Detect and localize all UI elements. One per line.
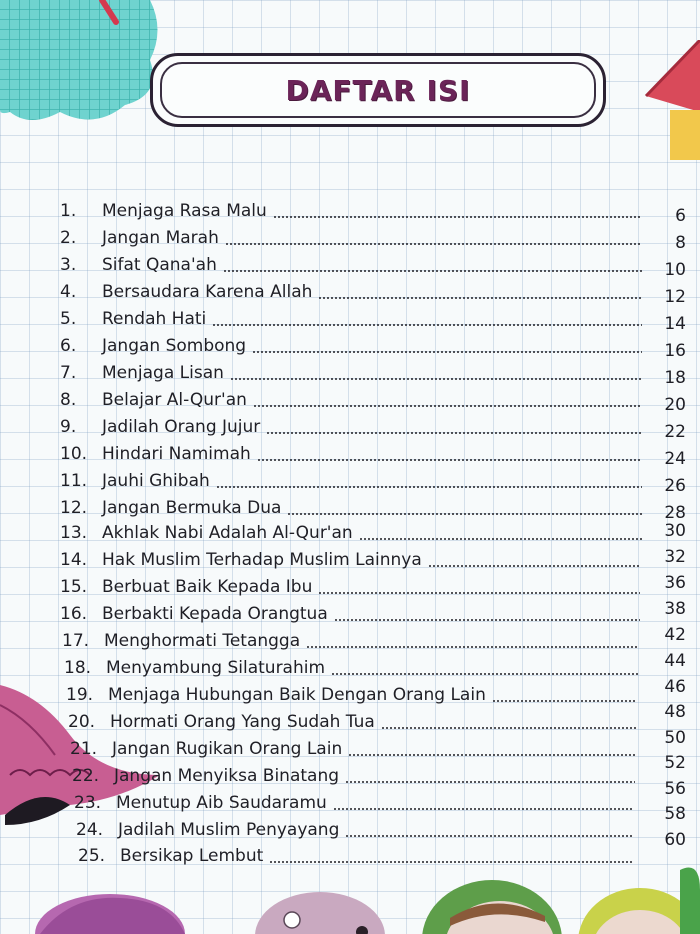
toc-leader-dots (225, 242, 642, 246)
toc-page-number: 38 (664, 599, 686, 619)
toc-page-number: 12 (664, 287, 686, 307)
toc-number: 1. (60, 201, 77, 221)
toc-leader-dots (269, 860, 632, 864)
toc-title: Rendah Hati (102, 309, 207, 329)
toc-entry[interactable] (60, 254, 686, 280)
toc-page-number: 8 (675, 233, 686, 253)
toc-leader-dots (348, 753, 636, 757)
toc-entry[interactable] (60, 497, 686, 523)
toc-leader-dots (223, 269, 642, 273)
toc-page-number: 22 (664, 422, 686, 442)
toc-title: Sifat Qana'ah (102, 255, 217, 275)
toc-leader-dots (306, 645, 638, 649)
toc-entry[interactable] (60, 522, 686, 544)
toc-entry[interactable] (60, 335, 686, 361)
toc-leader-dots (359, 537, 642, 541)
toc-leader-dots (253, 404, 642, 408)
toc-title: Menjaga Hubungan Baik Dengan Orang Lain (108, 685, 486, 705)
toc-leader-dots (345, 834, 634, 838)
toc-number: 14. (60, 550, 88, 570)
toc-entry[interactable] (72, 753, 686, 787)
toc-entry[interactable] (60, 599, 686, 625)
toc-title: Jangan Menyiksa Binatang (114, 766, 340, 786)
toc-title: Jadilah Orang Jujur (102, 417, 261, 437)
toc-title: Hak Muslim Terhadap Muslim Lainnya (102, 550, 422, 570)
toc-number: 11. (60, 471, 88, 491)
toc-leader-dots (216, 485, 642, 489)
toc-leader-dots (287, 512, 642, 516)
toc-page-number: 44 (664, 651, 686, 671)
toc-entry[interactable] (74, 779, 686, 814)
toc-title: Menjaga Lisan (102, 363, 224, 383)
toc-page-number: 20 (664, 395, 686, 415)
toc-entry[interactable] (76, 804, 686, 841)
toc-number: 13. (60, 523, 88, 543)
toc-entry[interactable] (60, 443, 686, 469)
toc-title: Jangan Bermuka Dua (102, 498, 282, 518)
toc-title: Hindari Namimah (102, 444, 251, 464)
toc-leader-dots (318, 296, 642, 300)
toc-entry[interactable] (60, 227, 686, 253)
toc-number: 3. (60, 255, 77, 275)
toc-entry[interactable] (68, 702, 686, 733)
toc-page-number: 14 (664, 314, 686, 334)
toc-number: 22. (72, 766, 100, 786)
toc-number: 6. (60, 336, 77, 356)
toc-page-number: 48 (664, 702, 686, 722)
toc-title: Menyambung Silaturahim (106, 658, 326, 678)
toc-page-number: 10 (664, 260, 686, 280)
toc-entry[interactable] (64, 651, 686, 679)
toc-entry[interactable] (60, 573, 686, 598)
toc-title: Menutup Aib Saudaramu (116, 793, 327, 813)
toc-number: 20. (68, 712, 96, 732)
toc-leader-dots (428, 564, 640, 568)
toc-leader-dots (212, 323, 642, 327)
toc-leader-dots (252, 350, 642, 354)
toc-number: 2. (60, 228, 77, 248)
toc-entry[interactable] (70, 728, 686, 760)
toc-number: 9. (60, 417, 77, 437)
toc-number: 4. (60, 282, 77, 302)
toc-title: Jangan Sombong (102, 336, 247, 356)
toc-number: 15. (60, 577, 88, 597)
toc-entry[interactable] (60, 362, 686, 388)
toc-leader-dots (345, 780, 635, 784)
toc-leader-dots (333, 807, 634, 811)
toc-number: 16. (60, 604, 88, 624)
toc-page-number: 60 (664, 830, 686, 850)
toc-title: Menghormati Tetangga (104, 631, 301, 651)
toc-page-number: 28 (664, 503, 686, 523)
toc-entry[interactable] (66, 677, 686, 706)
toc-number: 8. (60, 390, 77, 410)
toc-page-number: 18 (664, 368, 686, 388)
toc-entry[interactable] (60, 416, 686, 442)
toc-number: 24. (76, 820, 104, 840)
toc-page-number: 30 (664, 521, 686, 541)
toc-leader-dots (331, 672, 638, 676)
toc-title: Hormati Orang Yang Sudah Tua (110, 712, 375, 732)
toc-leader-dots (230, 377, 642, 381)
toc-page-number: 52 (664, 753, 686, 773)
toc-entry[interactable] (60, 281, 686, 307)
toc-entry[interactable] (60, 200, 686, 226)
toc-page-number: 36 (664, 573, 686, 593)
toc-title: Jangan Rugikan Orang Lain (112, 739, 343, 759)
toc-number: 5. (60, 309, 77, 329)
toc-leader-dots (334, 618, 640, 622)
toc-entry[interactable] (60, 308, 686, 334)
toc-title: Berbuat Baik Kepada Ibu (102, 577, 313, 597)
toc-leader-dots (318, 591, 640, 595)
toc-page-number: 56 (664, 779, 686, 799)
toc-title: Akhlak Nabi Adalah Al-Qur'an (102, 523, 353, 543)
toc-number: 19. (66, 685, 94, 705)
toc-page-number: 58 (664, 804, 686, 824)
toc-number: 17. (62, 631, 90, 651)
toc-entry[interactable] (60, 470, 686, 496)
toc-page-number: 50 (664, 728, 686, 748)
toc-number: 25. (78, 846, 106, 866)
toc-number: 12. (60, 498, 88, 518)
toc-page-number: 6 (675, 206, 686, 226)
toc-number: 7. (60, 363, 77, 383)
toc-page-number: 24 (664, 449, 686, 469)
toc-page-number: 46 (664, 677, 686, 697)
toc-entry[interactable] (62, 625, 686, 652)
toc-page-number: 16 (664, 341, 686, 361)
toc-leader-dots (273, 215, 642, 219)
toc-entry[interactable] (60, 389, 686, 415)
toc-number: 18. (64, 658, 92, 678)
toc-title: Jadilah Muslim Penyayang (118, 820, 340, 840)
toc-title: Jangan Marah (102, 228, 219, 248)
toc-leader-dots (492, 699, 636, 703)
toc-leader-dots (257, 458, 642, 462)
toc-page-number: 42 (664, 625, 686, 645)
toc-title: Belajar Al-Qur'an (102, 390, 247, 410)
toc-leader-dots (266, 431, 642, 435)
toc-title: Berbakti Kepada Orangtua (102, 604, 328, 624)
toc-page-number: 26 (664, 476, 686, 496)
toc-title: Menjaga Rasa Malu (102, 201, 267, 221)
toc-title: Bersaudara Karena Allah (102, 282, 313, 302)
toc-leader-dots (381, 726, 636, 730)
toc-number: 10. (60, 444, 88, 464)
toc-title: Bersikap Lembut (120, 846, 264, 866)
toc-title: Jauhi Ghibah (102, 471, 210, 491)
toc-page-number: 32 (664, 547, 686, 567)
toc-entry[interactable] (60, 549, 686, 571)
toc-number: 21. (70, 739, 98, 759)
toc-number: 23. (74, 793, 102, 813)
page-title: DAFTAR ISI (285, 74, 471, 107)
